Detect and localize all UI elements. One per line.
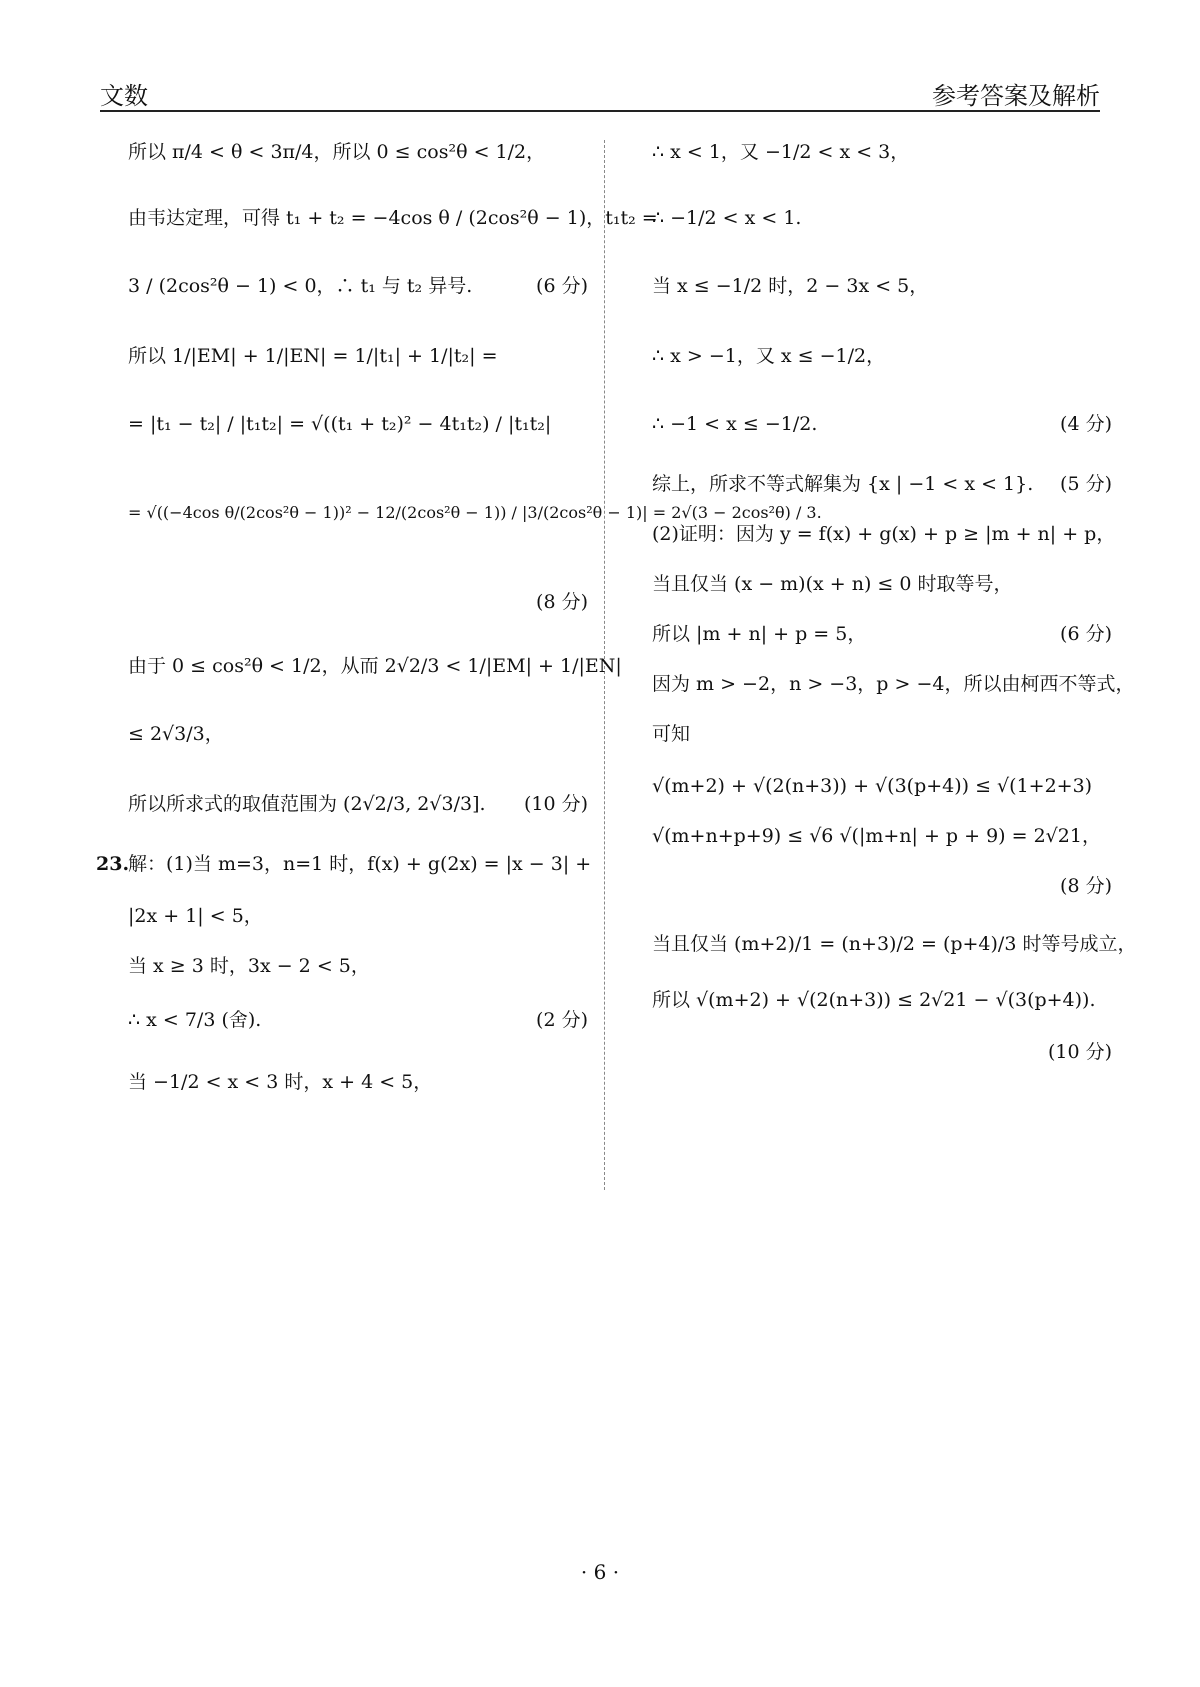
text-line: ∴ −1/2 < x < 1. [652, 207, 802, 229]
score-label: (4 分) [1060, 413, 1112, 435]
score-label: (6 分) [1060, 623, 1112, 645]
score-label: (5 分) [1060, 473, 1112, 495]
text-line: 所以 √(m+2) + √(2(n+3)) ≤ 2√21 − √(3(p+4)). [652, 989, 1096, 1011]
text-line: 3 / (2cos²θ − 1) < 0，∴ t₁ 与 t₂ 异号. [128, 275, 473, 297]
text-line: 所以 π/4 < θ < 3π/4，所以 0 ≤ cos²θ < 1/2， [128, 141, 546, 163]
score-label: (8 分) [536, 591, 588, 613]
text-line: ≤ 2√3/3， [128, 723, 224, 745]
page-header [100, 72, 1100, 112]
question-number: 23. [96, 853, 130, 875]
text-line: 解：(1)当 m=3，n=1 时，f(x) + g(2x) = |x − 3| + [128, 853, 592, 875]
text-line: = |t₁ − t₂| / |t₁t₂| = √((t₁ + t₂)² − 4t₁t₂) / |t₁t₂| [128, 413, 552, 435]
text-line: 因为 m > −2，n > −3，p > −4，所以由柯西不等式， [652, 673, 1135, 695]
score-label: (10 分) [523, 793, 588, 815]
text-line: √(m+2) + √(2(n+3)) + √(3(p+4)) ≤ √(1+2+3) [652, 775, 1093, 797]
text-line: |2x + 1| < 5， [128, 905, 263, 927]
text-line: 由韦达定理，可得 t₁ + t₂ = −4cos θ / (2cos²θ − 1)，t₁t₂ = [128, 207, 658, 229]
text-line: = √((−4cos θ/(2cos²θ − 1))² − 12/(2cos²θ − 1)) / |3/(2cos²θ − 1)| = 2√(3 − 2cos²θ) / 3. [128, 503, 822, 522]
header-subject: 文数 [100, 82, 148, 110]
text-line: 当 x ≤ −1/2 时，2 − 3x < 5， [652, 275, 929, 297]
text-line: 所以 |m + n| + p = 5， [652, 623, 867, 645]
text-line: 所以所求式的取值范围为 (2√2/3, 2√3/3]. [128, 793, 486, 815]
text-line: 当 x ≥ 3 时，3x − 2 < 5， [128, 955, 370, 977]
text-line: ∴ x > −1，又 x ≤ −1/2， [652, 345, 886, 367]
text-line: 当且仅当 (x − m)(x + n) ≤ 0 时取等号， [652, 573, 1013, 595]
score-label: (2 分) [536, 1009, 588, 1031]
score-label: (10 分) [1047, 1041, 1112, 1063]
header-title: 参考答案及解析 [932, 82, 1100, 110]
text-line: ∴ x < 7/3 (舍). [128, 1009, 262, 1031]
score-label: (6 分) [536, 275, 588, 297]
text-line: (2)证明：因为 y = f(x) + g(x) + p ≥ |m + n| + p， [652, 523, 1116, 545]
text-line: 当 −1/2 < x < 3 时，x + 4 < 5， [128, 1071, 433, 1093]
text-line: 由于 0 ≤ cos²θ < 1/2，从而 2√2/3 < 1/|EM| + 1/|EN| [128, 655, 622, 677]
text-line: ∴ x < 1，又 −1/2 < x < 3， [652, 141, 910, 163]
page-number: · 6 · [580, 1560, 620, 1584]
text-line: 当且仅当 (m+2)/1 = (n+3)/2 = (p+4)/3 时等号成立， [652, 933, 1137, 955]
text-line: 可知 [652, 723, 691, 745]
text-line: 所以 1/|EM| + 1/|EN| = 1/|t₁| + 1/|t₂| = [128, 345, 498, 367]
score-label: (8 分) [1060, 875, 1112, 897]
text-line: √(m+n+p+9) ≤ √6 √(|m+n| + p + 9) = 2√21， [652, 825, 1101, 847]
text-line: ∴ −1 < x ≤ −1/2. [652, 413, 818, 435]
text-line: 综上，所求不等式解集为 {x | −1 < x < 1}. [652, 473, 1034, 495]
